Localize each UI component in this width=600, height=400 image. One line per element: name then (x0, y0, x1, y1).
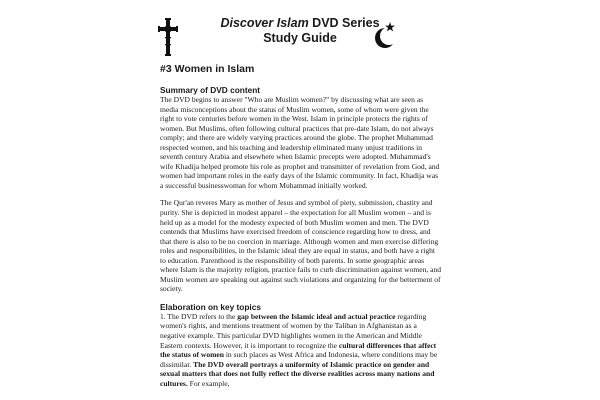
crescent-star-icon (372, 20, 404, 50)
summary-paragraph-2: The Qur'an reveres Mary as mother of Jesus and symbol of piety, submission, chastity and purity. She is depicted in modest apparel – the expectation for all Muslim women – and is held up as a model for the modesty expected of both Muslim women and men. The DVD contends that Muslims have exercised freedom of conscience regarding how to dress, and that there is also to be no coercion in marriage. Although women and men exercise differing roles and responsibilities, in the Islamic ideal they are equal in status, and both have a right to education. Parenthood is the responsibility of both parents. In some geographic areas where Islam is the majority religion, practice fails to curb discrimination against women, and Muslim women are speaking out against such violations and organizing for the betterment of society. (160, 198, 442, 294)
elaboration-text: regarding women's rights, and mentions treatment of women by the Taliban in Afghanistan as a negative example. This particular DVD highlights women in the American and Middle Eastern contexts. However, it is important to recognize the (160, 311, 427, 350)
series-title (0, 16, 600, 31)
elaboration-paragraph (160, 312, 442, 388)
elaboration-emphasis: The DVD overall portrays a uniformity of Islamic practice on gender and sexual matters that does not fully reflect the diverse realities across many nations and cultures. (160, 359, 435, 388)
elaboration-heading: Elaboration on key topics (160, 301, 261, 312)
summary-paragraph-1: The DVD begins to answer "Who are Muslim women?" by discussing what are seen as media misconceptions about the status of Muslim women, some of whom were given the right to vote centuries before women in the West. Islam in principle protects the rights of women. But Muslims, often following cultural practices that pre-date Islam, do not always comply; and there are widely varying practices around the globe. The prophet Muhammad respected women, and his teaching and leadership eliminated many unjust traditions in seventh century Arabia and elsewhere when Islamic precepts were adopted. Muhammad's wife Khadija helped promote his role as prophet and transmitter of revelation from God, and women had important roles in the early days of the Islamic community. In fact, Khadija was a successful businesswoman for whom Muhammad initially worked. (160, 95, 440, 190)
elaboration-text: in such places as West Africa and Indonesia, where conditions may be dissimilar. (160, 350, 438, 369)
series-suffix: DVD Series (308, 16, 380, 30)
elaboration-text: For example, (187, 378, 230, 388)
document-title: #3 Women in Islam (160, 63, 255, 75)
document-body (160, 63, 442, 396)
elaboration-text: 1. The DVD refers to the (160, 311, 238, 321)
elaboration-emphasis: cultural differences that affect the status of women (160, 340, 437, 360)
series-name: Discover Islam (220, 16, 309, 30)
series-header (0, 16, 600, 46)
summary-heading: Summary of DVD content (160, 85, 261, 95)
study-guide-subtitle: Study Guide (263, 31, 337, 45)
elaboration-emphasis: gap between the Islamic ideal and actual practice (237, 311, 396, 321)
